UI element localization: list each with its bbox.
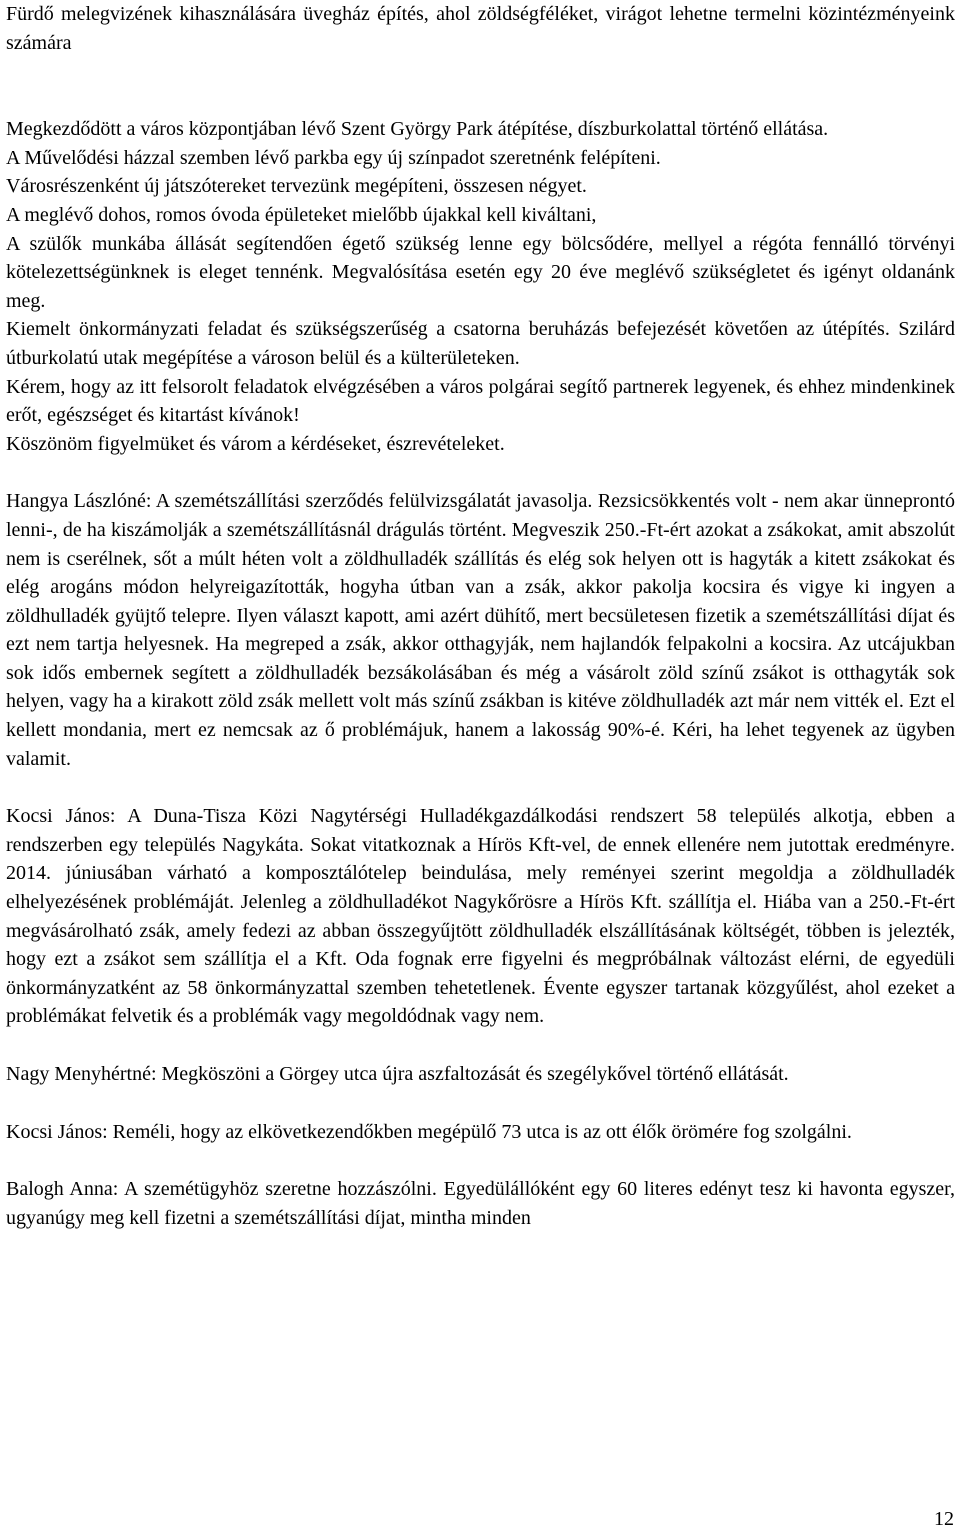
paragraph-kocsi-waste: Kocsi János: A Duna-Tisza Közi Nagytérségi Hulladékgazdálkodási rendszert 58 település alkotja, ebben a rendszerben egy település Nagykáta. Sokat vitatkoznak a Hírös Kft-vel, de ennek ellenére nem jutottak eredményre. 2014. júniusában várható a komposztálótelep beindulása, mely reményei szerint megoldja a zöldhulladék elhelyezésének problémáját. Jelenleg a zöldhulladékot Nagykőrösre a Hírös Kft. szállítja el. Hiába van a 250.-Ft-ért megvásárolható zsák, amely fedezi az abban összegyűjtött zöldhulladék elszállításának költségét, többen is jelezték, hogy ezt a zsákot sem szállítja el a Kft. Oda fognak erre figyelni és megpróbálnak változást elérni, de egyedüli önkormányzatként az 58 önkormányzattal szemben tehetetlenek. Évente egyszer tartanak közgyűlést, ahol ezeket a problémákat felvetik és a problémák vagy megoldódnak vagy nem.	[6, 805, 955, 1028]
paragraph-spacer	[6, 86, 955, 115]
paragraph-kocsi-streets: Kocsi János: Reméli, hogy az elkövetkezendőkben megépülő 73 utca is az ott élők örömére fog szolgálni.	[6, 1120, 852, 1143]
paragraph-stage: A Művelődési házzal szemben lévő parkba egy új színpadot szeretnénk felépíteni.	[6, 146, 661, 169]
paragraph-thanks: Köszönöm figyelmüket és várom a kérdéseket, észrevételeket.	[6, 432, 505, 455]
paragraph-nursery: A szülők munkába állását segítendően égető szükség lenne egy bölcsődére, mellyel a régóta fennálló törvényi kötelezettségünknek is eleget tennénk. Megvalósítása esetén egy 20 éve meglévő szükségletet és igényt oldanánk meg.	[6, 232, 955, 312]
paragraph-greenhouse: Fürdő melegvizének kihasználására üvegház építés, ahol zöldségféléket, virágot lehetne termelni közintézményeink számára	[6, 3, 955, 54]
paragraph-spacer	[6, 57, 955, 86]
paragraph-kindergarten: A meglévő dohos, romos óvoda épületeket mielőbb újakkal kell kiváltani,	[6, 203, 597, 226]
paragraph-request: Kérem, hogy az itt felsorolt feladatok elvégzésében a város polgárai segítő partnerek legyenek, és ehhez mindenkinek erőt, egészséget és kitartást kívánok!	[6, 375, 955, 427]
paragraph-spacer	[6, 1146, 955, 1175]
paragraph-roads: Kiemelt önkormányzati feladat és szükségszerűség a csatorna beruházás befejezését követően az útépítés. Szilárd útburkolatú utak megépítése a városon belül és a külterületeken.	[6, 318, 955, 369]
paragraph-spacer	[6, 773, 955, 802]
paragraph-playgrounds: Városrészenként új játszótereket tervezünk megépíteni, összesen négyet.	[6, 175, 587, 198]
paragraph-nagy: Nagy Menyhértné: Megköszöni a Görgey utca újra aszfaltozását és szegélykővel történő ellátását.	[6, 1063, 789, 1085]
paragraph-spacer	[6, 1031, 955, 1060]
paragraph-spacer	[6, 458, 955, 487]
paragraph-hangya: Hangya Lászlóné: A szemétszállítási szerződés felülvizsgálatát javasolja. Rezsicsökkentés volt - nem akar ünneprontó lenni-, de ha kiszámolják a szemétszállításnál drágulás történt. Megveszik 250.-Ft-ért azokat a zsákokat, amit abszolút nem is cserélnek, sőt a múlt héten volt a zöldhulladék szállítás és elég sok helyen ott is hagyták a kitett zsákokat és elég arogáns módon helyreigazították, hogyha útban van a zsák, akkor pakolja kocsira és vigye ki ingyen a zöldhulladék gyüjtő telepre. Ilyen választ kapott, ami azért dühítő, mert becsületesen fizetik a szemétszállítási díjat és ezt nem tartja helyesnek. Ha megreped a zsák, akkor otthagyják, nem hajlandók felpakolni a kocsira. Az utcájukban sok idős embernek segített a zöldhulladék bezsákolásában és még a vásárolt zöld színű zsákot is otthagyták sok helyen, vagy ha a kirakott zöld zsák mellett volt más színű zsákban is kitéve zöldhulladék azt már nem vitték el. Ezt el kellett mondania, mert ez nemcsak az ő problémájuk, hanem a lakosság 90%-é. Kéri, ha lehet tegyenek az ügyben valamit.	[6, 490, 955, 770]
paragraph-park: Megkezdődött a város központjában lévő Szent György Park átépítése, díszburkolattal történő ellátása.	[6, 118, 829, 141]
paragraph-balogh: Balogh Anna: A szemétügyhöz szeretne hozzászólni. Egyedülállóként egy 60 literes edényt tesz ki havonta egyszer, ugyanúgy meg kell fizetni a szemétszállítási díjat, mintha minden	[6, 1178, 955, 1229]
page-number: 12	[934, 1508, 954, 1530]
document-body	[6, 0, 955, 1232]
paragraph-spacer	[6, 1089, 955, 1118]
